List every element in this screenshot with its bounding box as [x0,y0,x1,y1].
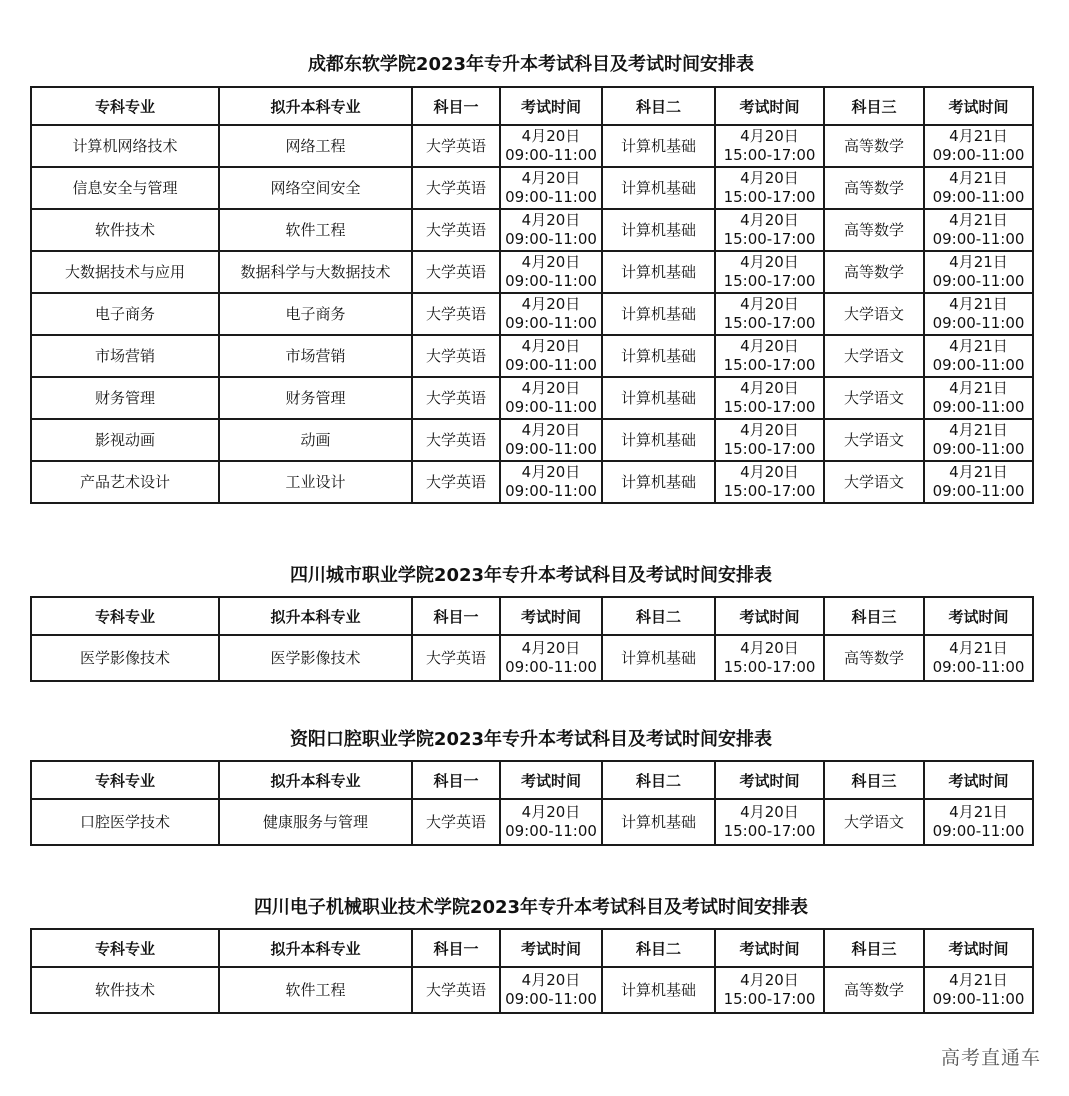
exam-time-cell [500,461,602,503]
watermark: 高考直通车 [940,1047,1041,1069]
exam-hours: 15:00-17:00 [723,398,816,416]
exam-date: 4月21日 [949,211,1008,229]
exam-hours: 09:00-11:00 [932,482,1025,500]
exam-hours: 15:00-17:00 [723,230,816,248]
subject-one: 大学英语 [412,799,500,845]
subject-one: 大学英语 [412,167,500,209]
junior-college-major: 软件技术 [31,967,219,1013]
exam-time-cell [500,335,602,377]
exam-time-cell [924,461,1033,503]
exam-hours: 09:00-11:00 [932,440,1025,458]
exam-time-cell [924,377,1033,419]
subject-three: 大学语文 [824,461,924,503]
subject-two: 计算机基础 [602,377,715,419]
table-row [31,167,1033,209]
exam-time-cell [500,967,602,1013]
exam-time-cell [500,799,602,845]
exam-hours: 09:00-11:00 [505,440,597,458]
exam-time-cell [500,635,602,681]
bachelor-major: 财务管理 [219,377,412,419]
subject-two: 计算机基础 [602,635,715,681]
subject-three: 高等数学 [824,967,924,1013]
exam-time-cell [500,251,602,293]
bachelor-major: 医学影像技术 [219,635,412,681]
bachelor-major: 网络空间安全 [219,167,412,209]
subject-two: 计算机基础 [602,799,715,845]
exam-time-cell [500,377,602,419]
column-header: 专科专业 [31,597,219,635]
exam-date: 4月20日 [740,421,799,439]
exam-time-cell [715,799,824,845]
exam-hours: 15:00-17:00 [723,356,816,374]
exam-time-cell [924,967,1033,1013]
exam-date: 4月20日 [521,211,581,229]
exam-date: 4月20日 [521,127,581,145]
column-header: 拟升本科专业 [219,597,412,635]
exam-hours: 09:00-11:00 [932,822,1025,840]
exam-hours: 09:00-11:00 [932,146,1025,164]
exam-date: 4月21日 [949,127,1008,145]
junior-college-major: 财务管理 [31,377,219,419]
column-header: 考试时间 [500,597,602,635]
exam-time-cell [715,635,824,681]
schedule-table [30,760,1034,846]
subject-two: 计算机基础 [602,125,715,167]
exam-date: 4月21日 [949,971,1008,989]
exam-hours: 09:00-11:00 [932,356,1025,374]
column-header: 科目一 [412,597,500,635]
exam-hours: 09:00-11:00 [505,146,597,164]
subject-three: 大学语文 [824,419,924,461]
exam-date: 4月21日 [949,639,1008,657]
section-title: 四川电子机械职业技术学院2023年专升本考试科目及考试时间安排表 [253,897,809,918]
exam-time-cell [715,209,824,251]
exam-date: 4月20日 [521,971,581,989]
exam-date: 4月21日 [949,337,1008,355]
exam-hours: 09:00-11:00 [932,230,1025,248]
bachelor-major: 电子商务 [219,293,412,335]
column-header: 考试时间 [924,597,1033,635]
bachelor-major: 动画 [219,419,412,461]
exam-hours: 09:00-11:00 [505,990,597,1008]
subject-one: 大学英语 [412,461,500,503]
column-header: 科目三 [824,761,924,799]
exam-time-cell [924,419,1033,461]
exam-time-cell [715,461,824,503]
exam-hours: 15:00-17:00 [723,658,816,676]
table-row [31,419,1033,461]
bachelor-major: 工业设计 [219,461,412,503]
column-header: 考试时间 [924,929,1033,967]
column-header: 科目三 [824,929,924,967]
exam-date: 4月20日 [740,379,799,397]
exam-date: 4月20日 [521,463,581,481]
exam-time-cell [924,167,1033,209]
subject-one: 大学英语 [412,251,500,293]
column-header: 科目一 [412,87,500,125]
exam-date: 4月21日 [949,253,1008,271]
subject-one: 大学英语 [412,335,500,377]
exam-time-cell [500,293,602,335]
junior-college-major: 电子商务 [31,293,219,335]
exam-date: 4月20日 [521,639,581,657]
exam-hours: 09:00-11:00 [932,990,1025,1008]
exam-hours: 15:00-17:00 [723,990,816,1008]
table-row [31,293,1033,335]
table-row [31,125,1033,167]
exam-date: 4月20日 [740,127,799,145]
column-header: 科目三 [824,597,924,635]
header-row [31,87,1033,125]
exam-hours: 15:00-17:00 [723,482,816,500]
subject-one: 大学英语 [412,377,500,419]
column-header: 考试时间 [924,761,1033,799]
exam-time-cell [715,293,824,335]
table-row [31,377,1033,419]
exam-time-cell [715,167,824,209]
column-header: 科目一 [412,929,500,967]
exam-time-cell [715,377,824,419]
column-header: 拟升本科专业 [219,87,412,125]
exam-hours: 09:00-11:00 [932,188,1025,206]
exam-time-cell [924,635,1033,681]
exam-date: 4月20日 [740,639,799,657]
exam-date: 4月20日 [740,803,799,821]
column-header: 科目二 [602,929,715,967]
exam-date: 4月20日 [740,169,799,187]
exam-time-cell [924,251,1033,293]
schedule-table [30,928,1034,1014]
exam-time-cell [924,209,1033,251]
schedule-table [30,596,1034,682]
column-header: 专科专业 [31,87,219,125]
column-header: 考试时间 [715,597,824,635]
exam-time-cell [500,419,602,461]
exam-time-cell [715,125,824,167]
subject-three: 大学语文 [824,335,924,377]
exam-time-cell [924,799,1033,845]
subject-one: 大学英语 [412,209,500,251]
exam-time-cell [500,209,602,251]
exam-time-cell [715,251,824,293]
exam-date: 4月21日 [949,421,1008,439]
exam-date: 4月20日 [521,169,581,187]
subject-two: 计算机基础 [602,293,715,335]
subject-two: 计算机基础 [602,209,715,251]
section-title: 成都东软学院2023年专升本考试科目及考试时间安排表 [307,54,755,75]
junior-college-major: 医学影像技术 [31,635,219,681]
exam-hours: 09:00-11:00 [505,658,597,676]
subject-three: 高等数学 [824,167,924,209]
exam-hours: 09:00-11:00 [505,188,597,206]
bachelor-major: 数据科学与大数据技术 [219,251,412,293]
exam-time-cell [924,335,1033,377]
exam-hours: 09:00-11:00 [932,398,1025,416]
exam-hours: 15:00-17:00 [723,188,816,206]
exam-date: 4月20日 [521,253,581,271]
exam-date: 4月20日 [740,971,799,989]
bachelor-major: 健康服务与管理 [219,799,412,845]
subject-three: 高等数学 [824,635,924,681]
exam-date: 4月20日 [521,421,581,439]
column-header: 考试时间 [715,929,824,967]
subject-one: 大学英语 [412,967,500,1013]
bachelor-major: 网络工程 [219,125,412,167]
exam-hours: 09:00-11:00 [505,482,597,500]
subject-two: 计算机基础 [602,967,715,1013]
exam-date: 4月20日 [521,295,581,313]
column-header: 考试时间 [500,761,602,799]
subject-three: 大学语文 [824,377,924,419]
exam-hours: 09:00-11:00 [505,314,597,332]
junior-college-major: 影视动画 [31,419,219,461]
exam-date: 4月20日 [521,379,581,397]
subject-three: 大学语文 [824,799,924,845]
header-row [31,929,1033,967]
column-header: 科目三 [824,87,924,125]
column-header: 考试时间 [715,87,824,125]
column-header: 拟升本科专业 [219,761,412,799]
column-header: 考试时间 [500,929,602,967]
column-header: 科目二 [602,761,715,799]
section-title: 四川城市职业学院2023年专升本考试科目及考试时间安排表 [289,565,773,586]
subject-one: 大学英语 [412,125,500,167]
exam-time-cell [500,167,602,209]
exam-hours: 09:00-11:00 [932,658,1025,676]
junior-college-major: 市场营销 [31,335,219,377]
junior-college-major: 产品艺术设计 [31,461,219,503]
subject-one: 大学英语 [412,293,500,335]
subject-one: 大学英语 [412,635,500,681]
column-header: 拟升本科专业 [219,929,412,967]
schedule-table [30,86,1034,504]
exam-hours: 15:00-17:00 [723,440,816,458]
exam-time-cell [715,967,824,1013]
column-header: 科目一 [412,761,500,799]
subject-two: 计算机基础 [602,251,715,293]
exam-hours: 09:00-11:00 [505,356,597,374]
header-row [31,761,1033,799]
section-title: 资阳口腔职业学院2023年专升本考试科目及考试时间安排表 [289,729,773,750]
exam-date: 4月21日 [949,463,1008,481]
exam-hours: 09:00-11:00 [932,272,1025,290]
exam-hours: 09:00-11:00 [505,822,597,840]
exam-date: 4月20日 [740,463,799,481]
column-header: 专科专业 [31,761,219,799]
column-header: 考试时间 [715,761,824,799]
subject-three: 高等数学 [824,209,924,251]
exam-date: 4月21日 [949,169,1008,187]
exam-hours: 15:00-17:00 [723,822,816,840]
column-header: 科目二 [602,87,715,125]
exam-time-cell [924,293,1033,335]
exam-date: 4月21日 [949,295,1008,313]
exam-hours: 09:00-11:00 [505,230,597,248]
exam-time-cell [715,419,824,461]
subject-three: 高等数学 [824,251,924,293]
table-row [31,251,1033,293]
exam-time-cell [500,125,602,167]
exam-date: 4月20日 [740,295,799,313]
column-header: 科目二 [602,597,715,635]
exam-hours: 15:00-17:00 [723,146,816,164]
bachelor-major: 软件工程 [219,209,412,251]
exam-date: 4月20日 [740,253,799,271]
exam-hours: 09:00-11:00 [932,314,1025,332]
exam-hours: 15:00-17:00 [723,314,816,332]
table-row [31,635,1033,681]
subject-two: 计算机基础 [602,419,715,461]
junior-college-major: 大数据技术与应用 [31,251,219,293]
subject-one: 大学英语 [412,419,500,461]
exam-date: 4月21日 [949,379,1008,397]
bachelor-major: 市场营销 [219,335,412,377]
junior-college-major: 口腔医学技术 [31,799,219,845]
column-header: 考试时间 [500,87,602,125]
subject-three: 大学语文 [824,293,924,335]
exam-time-cell [924,125,1033,167]
exam-hours: 09:00-11:00 [505,272,597,290]
exam-date: 4月20日 [521,803,581,821]
bachelor-major: 软件工程 [219,967,412,1013]
exam-date: 4月21日 [949,803,1008,821]
column-header: 考试时间 [924,87,1033,125]
subject-two: 计算机基础 [602,461,715,503]
junior-college-major: 信息安全与管理 [31,167,219,209]
table-row [31,209,1033,251]
subject-two: 计算机基础 [602,167,715,209]
table-row [31,799,1033,845]
exam-date: 4月20日 [740,211,799,229]
header-row [31,597,1033,635]
column-header: 专科专业 [31,929,219,967]
exam-time-cell [715,335,824,377]
exam-hours: 09:00-11:00 [505,398,597,416]
exam-hours: 15:00-17:00 [723,272,816,290]
junior-college-major: 软件技术 [31,209,219,251]
subject-three: 高等数学 [824,125,924,167]
table-row [31,335,1033,377]
subject-two: 计算机基础 [602,335,715,377]
exam-date: 4月20日 [521,337,581,355]
table-row [31,967,1033,1013]
junior-college-major: 计算机网络技术 [31,125,219,167]
table-row [31,461,1033,503]
exam-date: 4月20日 [740,337,799,355]
